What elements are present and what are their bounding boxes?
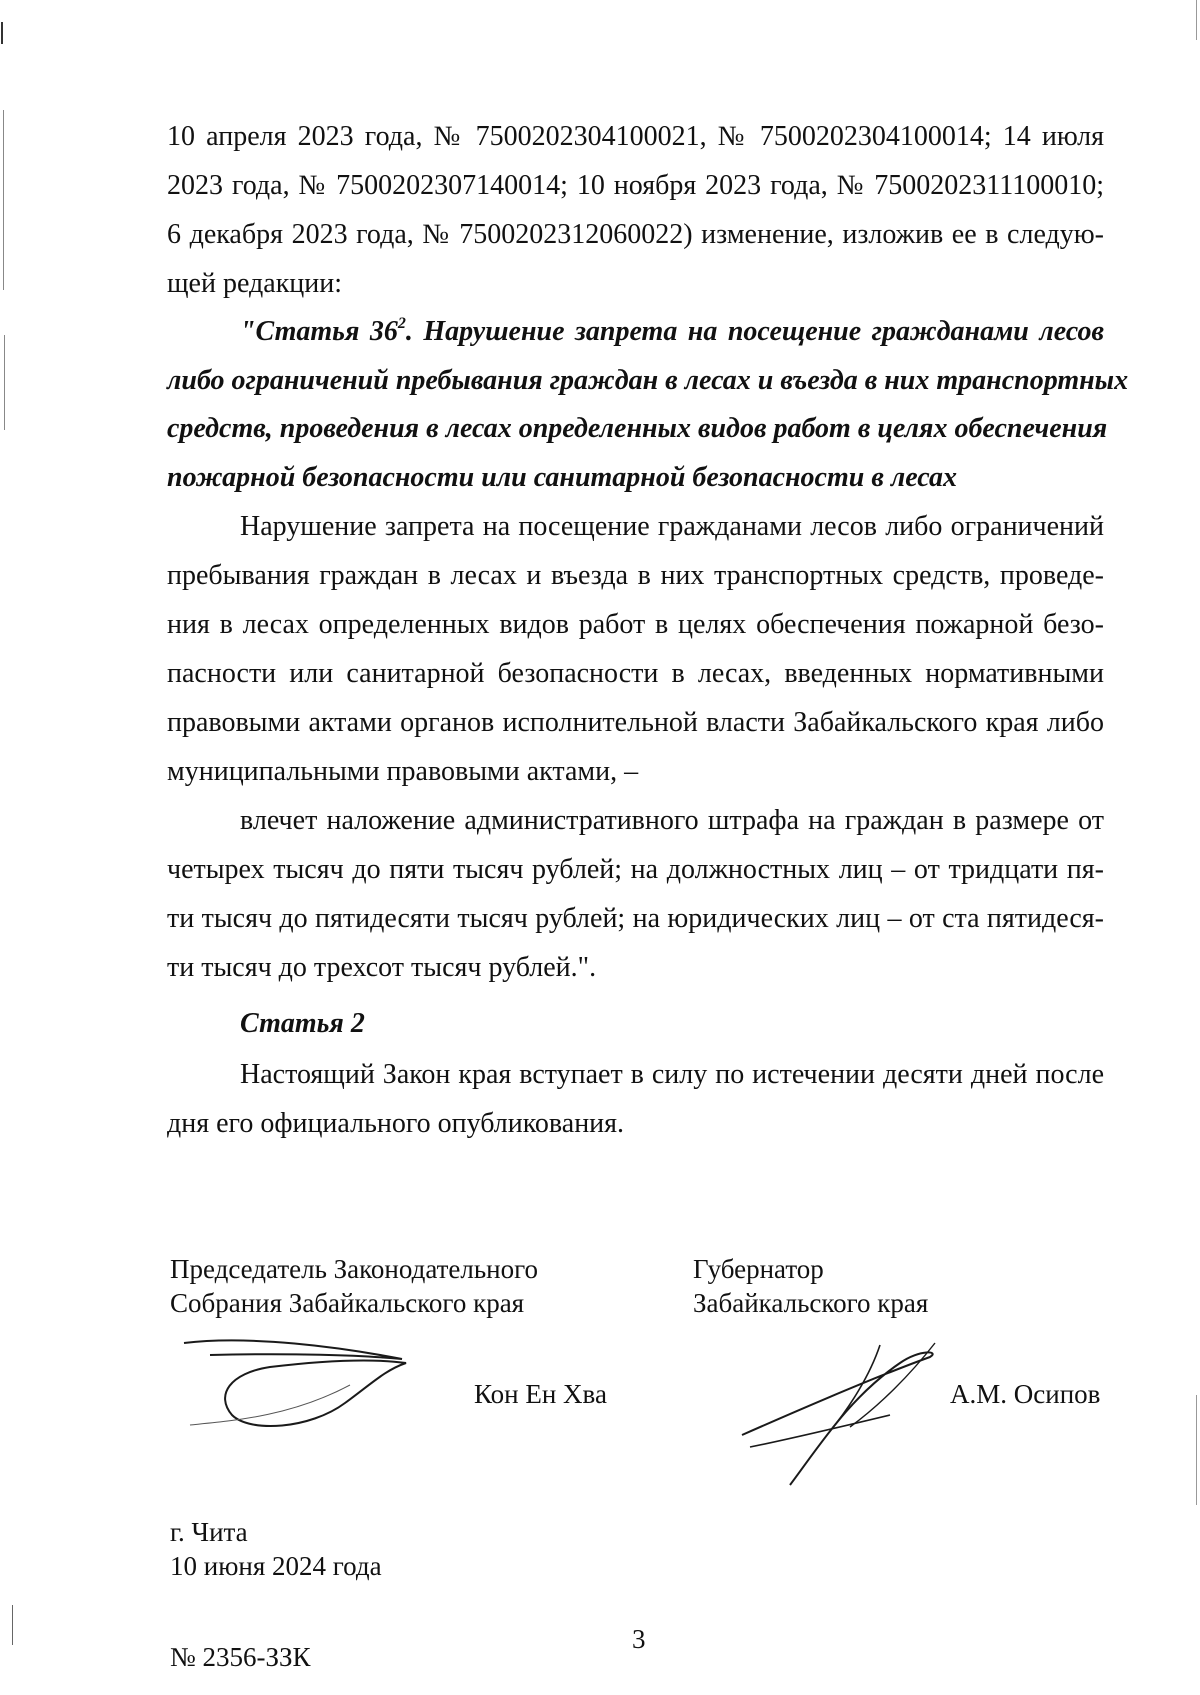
sanction-line: четырех тысяч до пяти тысяч рублей; на должностных лиц – от тридцати пя- — [167, 854, 1104, 885]
article-superscript: 2 — [397, 315, 406, 332]
law-number: № 2356-ЗЗК — [170, 1642, 311, 1672]
article-36-2-heading — [240, 315, 1104, 349]
disposition-line: муниципальными правовыми актами, – — [167, 756, 639, 787]
article-2-line: дня его официального опубликования. — [167, 1108, 625, 1139]
page-number: 3 — [632, 1624, 646, 1654]
article-2-heading: Статья 2 — [240, 1008, 365, 1039]
law-date: 10 июня 2024 года — [170, 1551, 382, 1581]
disposition-line: пребывания граждан в лесах и въезда в них транспортных средств, проведе- — [167, 560, 1104, 591]
scan-edge-mark — [4, 335, 5, 430]
body-line: 6 декабря 2023 года, № 7500202312060022) изменение, изложив ее в следую- — [167, 219, 1104, 250]
scan-edge-mark — [1, 22, 3, 44]
body-line: 10 апреля 2023 года, № 7500202304100021, № 7500202304100014; 14 июля — [167, 121, 1104, 152]
signature-right — [730, 1335, 950, 1495]
body-line: щей редакции: — [167, 268, 343, 299]
article-title-line: либо ограничений пребывания граждан в лесах и въезда в них транспортных — [167, 365, 1129, 396]
right-signatory-name: А.М. Осипов — [950, 1379, 1101, 1409]
article-title-line: средств, проведения в лесах определенных видов работ в целях обеспечения — [167, 413, 1108, 444]
scan-edge-mark — [1196, 1395, 1197, 1505]
disposition-line: правовыми актами органов исполнительной власти Забайкальского края либо — [167, 707, 1104, 738]
sanction-line: влечет наложение административного штрафа на граждан в размере от — [240, 805, 1104, 836]
left-signatory-title-line2: Собрания Забайкальского края — [170, 1288, 525, 1318]
disposition-line: Нарушение запрета на посещение гражданами лесов либо ограничений — [240, 511, 1104, 542]
right-signatory-title-line1: Губернатор — [693, 1254, 824, 1284]
article-2-line: Настоящий Закон края вступает в силу по истечении десяти дней после — [240, 1059, 1104, 1090]
body-line: 2023 года, № 7500202307140014; 10 ноября 2023 года, № 7500202311100010; — [167, 170, 1104, 201]
disposition-line: пасности или санитарной безопасности в лесах, введенных нормативными — [167, 658, 1104, 689]
scan-edge-mark — [3, 110, 4, 290]
sanction-line: ти тысяч до пятидесяти тысяч рублей; на юридических лиц – от ста пятидеся- — [167, 903, 1104, 934]
disposition-line: ния в лесах определенных видов работ в целях обеспечения пожарной безо- — [167, 609, 1104, 640]
article-label: Статья 36 — [255, 316, 398, 347]
article-title-first-line: . Нарушение запрета на посещение гражданами лесов — [405, 316, 1104, 347]
sanction-line: ти тысяч до трехсот тысяч рублей.". — [167, 952, 597, 983]
signature-left — [170, 1325, 430, 1445]
left-signatory-name: Кон Ен Хва — [474, 1379, 607, 1409]
city: г. Чита — [170, 1517, 248, 1547]
right-signatory-title-line2: Забайкальского края — [693, 1288, 929, 1318]
article-title-line: пожарной безопасности или санитарной безопасности в лесах — [167, 462, 957, 493]
scan-edge-mark — [1196, 0, 1197, 40]
scan-edge-mark — [12, 1605, 13, 1645]
opening-quote: " — [240, 316, 256, 347]
left-signatory-title-line1: Председатель Законодательного — [170, 1254, 539, 1284]
